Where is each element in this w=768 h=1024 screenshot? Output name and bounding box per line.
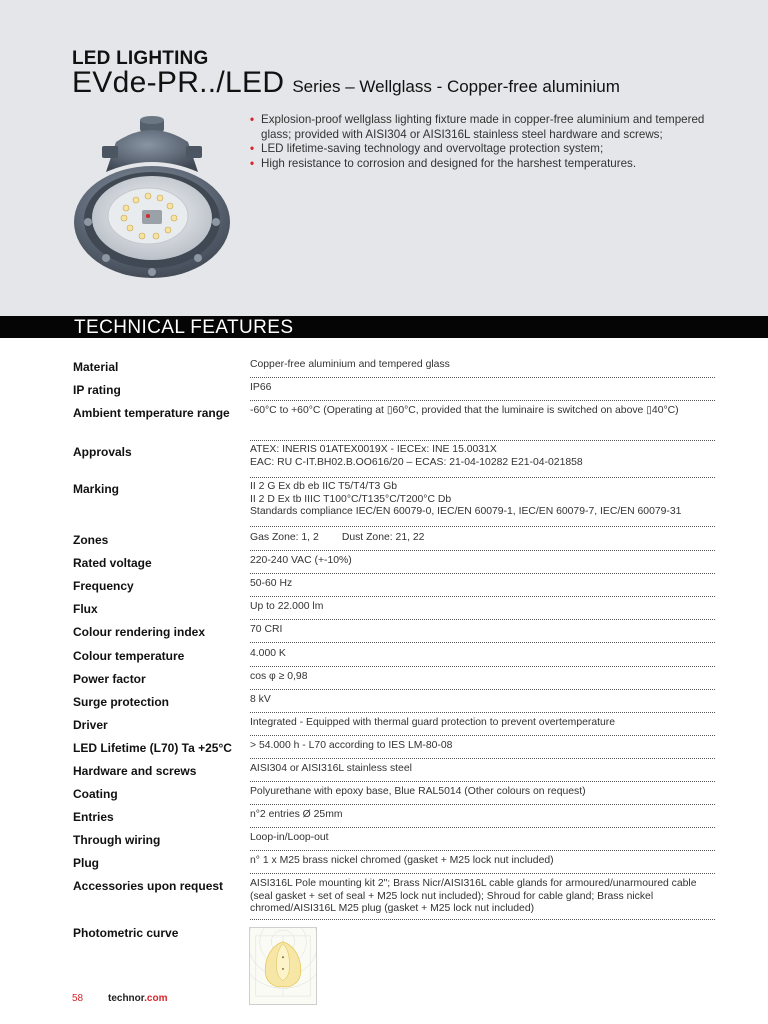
feature-bullet-list — [250, 113, 720, 171]
spec-value: ATEX: INERIS 01ATEX0019X - IECEx: INE 15.0031X EAC: RU C-IT.BH02.B.OO616/20 – ECAS: 21-04-10282 E21-04-021858 — [250, 444, 583, 468]
spec-label: Approvals — [73, 445, 132, 459]
row-divider — [250, 827, 715, 828]
spec-value: 4.000 K — [250, 648, 286, 659]
row-divider — [250, 666, 715, 667]
footer-brand — [108, 993, 167, 1004]
row-divider — [250, 781, 715, 782]
spec-label: Driver — [73, 718, 108, 732]
row-divider — [250, 440, 715, 441]
brand-domain: .com — [144, 993, 168, 1004]
row-divider — [250, 758, 715, 759]
bullet-dot-icon: • — [250, 142, 255, 156]
product-luminaire-icon — [66, 112, 242, 288]
product-model: EVde-PR../LED — [72, 66, 285, 99]
row-divider — [250, 526, 715, 527]
spec-label: Accessories upon request — [73, 879, 224, 893]
spec-label: Surge protection — [73, 695, 170, 709]
spec-label: Through wiring — [73, 833, 161, 847]
spec-label: Marking — [73, 482, 120, 496]
row-divider — [250, 573, 715, 574]
spec-label: Ambient temperature range — [73, 406, 230, 420]
spec-label: Rated voltage — [73, 556, 152, 570]
spec-value: II 2 G Ex db eb IIC T5/T4/T3 Gb II 2 D Ex tb IIIC T100°C/T135°C/T200°C Db Standards compliance IEC/EN 60079-0, IEC/EN 60079-1, IEC/EN 60079-7, IEC/EN 60079-31 — [250, 481, 682, 518]
section-header-bar — [0, 316, 768, 338]
spec-label: Photometric curve — [73, 926, 179, 940]
spec-label: Colour temperature — [73, 649, 185, 663]
row-divider — [250, 735, 715, 736]
spec-value: Up to 22.000 lm — [250, 601, 324, 612]
feature-text: LED lifetime-saving technology and overvoltage protection system; — [261, 142, 604, 156]
spec-label: Material — [73, 360, 119, 374]
row-divider — [250, 477, 715, 478]
feature-bullet — [250, 142, 720, 157]
spec-label: Power factor — [73, 672, 146, 686]
photometric-curve-icon — [249, 927, 317, 1005]
spec-label: Coating — [73, 787, 118, 801]
feature-bullet — [250, 157, 720, 172]
spec-value: Polyurethane with epoxy base, Blue RAL5014 (Other colours on request) — [250, 786, 586, 797]
spec-value: Integrated - Equipped with thermal guard protection to prevent overtemperature — [250, 717, 616, 728]
row-divider — [250, 712, 715, 713]
spec-value: -60°C to +60°C (Operating at ▯60°C, provided that the luminaire is switched on above ▯40°C) — [250, 405, 679, 416]
feature-bullet — [250, 113, 720, 142]
spec-label: Colour rendering index — [73, 625, 206, 639]
product-title — [72, 66, 620, 100]
row-divider — [250, 689, 715, 690]
spec-value: 8 kV — [250, 694, 271, 705]
spec-value: n°2 entries Ø 25mm — [250, 809, 343, 820]
row-divider — [250, 804, 715, 805]
spec-label: Frequency — [73, 579, 134, 593]
row-divider — [250, 596, 715, 597]
row-divider — [250, 919, 715, 920]
row-divider — [250, 550, 715, 551]
spec-label: Flux — [73, 602, 98, 616]
page-number: 58 — [72, 993, 84, 1004]
feature-text: High resistance to corrosion and designed for the harshest temperatures. — [261, 156, 637, 170]
spec-value: Gas Zone: 1, 2 Dust Zone: 21, 22 — [250, 532, 425, 543]
spec-value: Loop-in/Loop-out — [250, 832, 329, 843]
bullet-dot-icon: • — [250, 156, 255, 170]
spec-value: n° 1 x M25 brass nickel chromed (gasket + M25 lock nut included) — [250, 855, 554, 866]
row-divider — [250, 642, 715, 643]
spec-value: > 54.000 h - L70 according to IES LM-80-08 — [250, 740, 453, 751]
spec-label: Zones — [73, 533, 109, 547]
brand-name: technor — [108, 993, 145, 1004]
spec-value: AISI304 or AISI316L stainless steel — [250, 763, 412, 774]
product-series: Series – Wellglass - Copper-free aluminium — [292, 77, 620, 96]
spec-value: 220-240 VAC (+-10%) — [250, 555, 352, 566]
spec-value: Copper-free aluminium and tempered glass — [250, 359, 450, 370]
category-label: LED LIGHTING — [72, 48, 209, 69]
row-divider — [250, 377, 715, 378]
spec-value: 50-60 Hz — [250, 578, 293, 589]
row-divider — [250, 850, 715, 851]
spec-label: Plug — [73, 856, 99, 870]
spec-value: 70 CRI — [250, 624, 283, 635]
spec-label: IP rating — [73, 383, 121, 397]
feature-text: Explosion-proof wellglass lighting fixture made in copper-free aluminium and tempered glass; provided with AISI304 or AISI316L stainless steel hardware and screws; — [261, 113, 705, 141]
spec-value: AISI316L Pole mounting kit 2"; Brass Nicr/AISI316L cable glands for armoured/unarmoured cable (seal gasket + set of seal + M25 lock nut included); Shroud for cable gland; Brass nickel chromed/AISI316L M25 plug (gasket + M25 lock nut included) — [250, 878, 697, 915]
row-divider — [250, 400, 715, 401]
row-divider — [250, 619, 715, 620]
bullet-dot-icon: • — [250, 113, 255, 126]
spec-value: IP66 — [250, 382, 272, 393]
spec-label: LED Lifetime (L70) Ta +25°C — [73, 741, 232, 755]
row-divider — [250, 873, 715, 874]
section-title: TECHNICAL FEATURES — [74, 317, 294, 338]
spec-value: cos φ ≥ 0,98 — [250, 671, 308, 682]
spec-label: Entries — [73, 810, 114, 824]
spec-label: Hardware and screws — [73, 764, 197, 778]
